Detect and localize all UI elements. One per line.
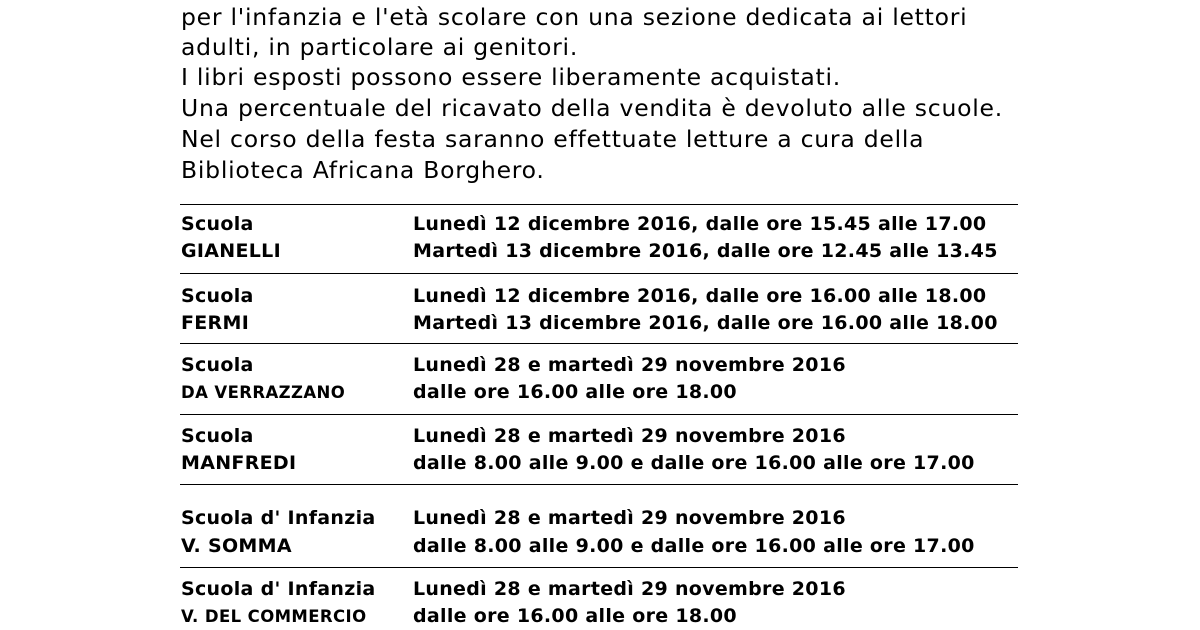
school-name: Scuola d' Infanzia — [181, 578, 376, 600]
school-name: MANFREDI — [181, 452, 297, 474]
school-name: DA VERRAZZANO — [181, 383, 346, 402]
school-name: V. SOMMA — [181, 535, 292, 557]
intro-line: Biblioteca Africana Borghero. — [181, 156, 545, 184]
schedule-date: Lunedì 28 e martedì 29 novembre 2016 — [413, 578, 846, 600]
schedule-date: Lunedì 28 e martedì 29 novembre 2016 — [413, 425, 846, 447]
schedule-date: Lunedì 28 e martedì 29 novembre 2016 — [413, 507, 846, 529]
schedule-date: dalle 8.00 alle 9.00 e dalle ore 16.00 alle ore 17.00 — [413, 535, 975, 557]
intro-line: Nel corso della festa saranno effettuate letture a cura della — [181, 125, 925, 153]
table-divider — [180, 343, 1018, 344]
schedule-date: dalle ore 16.00 alle ore 18.00 — [413, 605, 737, 627]
table-divider — [180, 567, 1018, 568]
schedule-date: dalle ore 16.00 alle ore 18.00 — [413, 381, 737, 403]
table-divider — [180, 414, 1018, 415]
schedule-date: Martedì 13 dicembre 2016, dalle ore 12.45 alle 13.45 — [413, 240, 998, 262]
intro-line: per l'infanzia e l'età scolare con una sezione dedicata ai lettori — [181, 3, 968, 31]
intro-line: I libri esposti possono essere liberamente acquistati. — [181, 63, 841, 91]
school-name: Scuola — [181, 285, 254, 307]
intro-line: Una percentuale del ricavato della vendita è devoluto alle scuole. — [181, 94, 1003, 122]
school-name: Scuola d' Infanzia — [181, 507, 376, 529]
schedule-date: Lunedì 12 dicembre 2016, dalle ore 15.45 alle 17.00 — [413, 213, 987, 235]
school-name: FERMI — [181, 312, 250, 334]
school-name: Scuola — [181, 213, 254, 235]
intro-line: adulti, in particolare ai genitori. — [181, 33, 579, 61]
school-name: Scuola — [181, 354, 254, 376]
school-name: V. DEL COMMERCIO — [181, 607, 367, 626]
table-divider — [180, 273, 1018, 274]
table-divider — [180, 204, 1018, 205]
schedule-date: Lunedì 28 e martedì 29 novembre 2016 — [413, 354, 846, 376]
schedule-date: Martedì 13 dicembre 2016, dalle ore 16.00 alle 18.00 — [413, 312, 998, 334]
school-name: Scuola — [181, 425, 254, 447]
schedule-date: dalle 8.00 alle 9.00 e dalle ore 16.00 alle ore 17.00 — [413, 452, 975, 474]
school-name: GIANELLI — [181, 240, 281, 262]
schedule-date: Lunedì 12 dicembre 2016, dalle ore 16.00 alle 18.00 — [413, 285, 987, 307]
table-divider — [180, 484, 1018, 485]
